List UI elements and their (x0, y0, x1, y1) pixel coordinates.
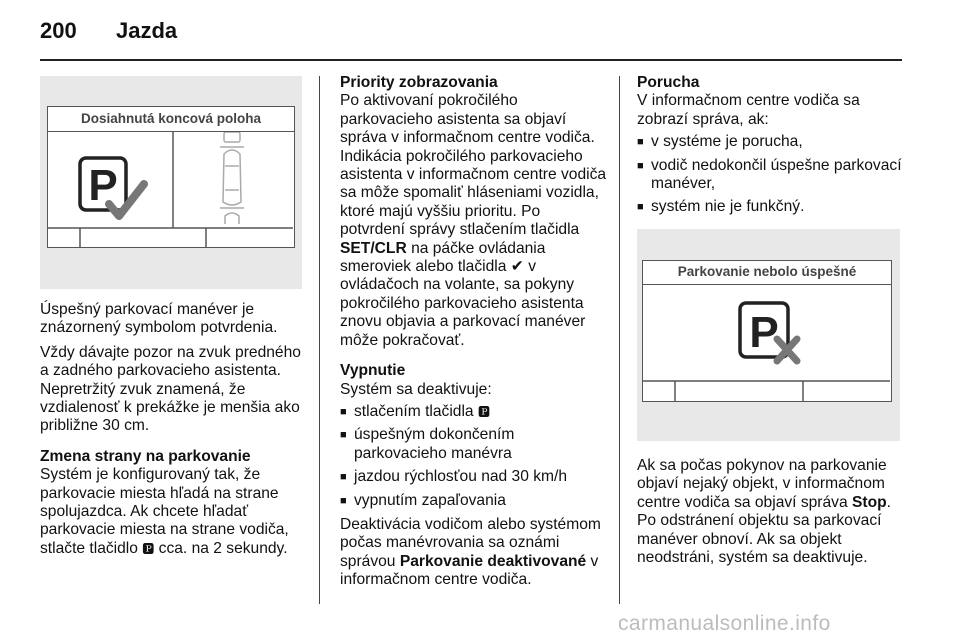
list-item: ■ vodič nedokončil úspešne parkovací manéver, (637, 157, 905, 194)
column-3-bottom (637, 457, 905, 567)
watermark: carmanualsonline.info (618, 612, 831, 635)
display-panel (642, 260, 892, 402)
page-number: 200 (40, 18, 77, 43)
column-1 (40, 301, 308, 558)
parking-check-icon (80, 158, 144, 216)
column-2 (340, 74, 608, 590)
bullet-list (340, 403, 608, 510)
section-heading: Priority zobrazovania (340, 74, 498, 91)
paragraph: Po aktivovaní pokročilého parkovacieho asistenta sa objaví správa v informačnom centre vodiča. Indikácia pokročilého parkovacieho asistenta v informačnom centre vodiča sa môže spomaliť hláseniami vozidla, ktoré majú vyššiu prioritu. Po potvrdení správy stlačením tlačidla SET/CLR na páčke ovládania smeroviek alebo tlačidla ✔ v ovládačoch na volante, sa pokyny pokročilého parkovacieho asistenta znovu objavia a parkovací manéver môže pokračovať. (340, 92, 607, 349)
display-graphics (643, 285, 890, 401)
display-panel (47, 106, 295, 248)
svg-text:P: P (88, 161, 118, 210)
display-graphics (48, 132, 293, 247)
car-topview-icon (220, 132, 244, 224)
paragraph: Úspešný parkovací manéver je znázornený symbolom potvrdenia. (40, 301, 278, 337)
paragraph: Vždy dávajte pozor na zvuk predného a zadného parkovacieho asistenta. Nepretržitý zvuk znamená, že vzdialenosť k prekážke je menšia ako približne 30 cm. (40, 343, 301, 435)
list-item: ■ jazdou rýchlosťou nad 30 km/h (340, 468, 608, 486)
figure-parking-failed (637, 229, 900, 441)
section-title: Jazda (116, 18, 178, 43)
parking-button-icon: 🅿 (477, 404, 490, 419)
paragraph: Systém je konfigurovaný tak, že parkovacie miesta hľadá na strane spolujazdca. Ak chcete hľadať parkovacie miesta na strane vodiča, stlačte tlačidlo 🅿 cca. na 2 sekundy. (40, 466, 289, 557)
display-title: Dosiahnutá koncová poloha (48, 107, 294, 132)
svg-text:P: P (749, 308, 779, 357)
section-heading: Vypnutie (340, 362, 406, 380)
paragraph: Systém sa deaktivuje: (340, 380, 492, 398)
section-heading: Zmena strany na parkovanie (40, 447, 251, 465)
list-item: ■ úspešným dokončením parkovacieho manévra (340, 426, 608, 463)
parking-cross-icon (740, 303, 797, 361)
page-header (40, 18, 177, 44)
list-item: ■ vypnutím zapaľovania (340, 492, 608, 510)
section-heading: Porucha (637, 74, 700, 91)
column-divider-1 (319, 76, 320, 604)
paragraph: V informačnom centre vodiča sa zobrazí správa, ak: (637, 92, 860, 128)
parking-button-icon: 🅿 (142, 541, 155, 556)
paragraph: Deaktivácia vodičom alebo systémom počas manévrovania sa oznámi správou Parkovanie deaktivované v informačnom centre vodiča. (340, 515, 601, 589)
display-title: Parkovanie nebolo úspešné (643, 261, 891, 285)
check-icon: ✔ (510, 258, 524, 276)
list-item: ■ stlačením tlačidla 🅿 (340, 403, 608, 421)
list-item: ■ systém nie je funkčný. (637, 198, 905, 216)
figure-end-position (40, 76, 302, 289)
paragraph: Ak sa počas pokynov na parkovanie objaví nejaký objekt, v informačnom centre vodiča sa objaví správa Stop. Po odstránení objektu sa parkovací manéver obnoví. Ak sa objekt neodstráni, systém sa deaktivuje. (637, 457, 891, 567)
header-rule (40, 59, 902, 61)
column-3 (637, 74, 905, 217)
bullet-list (637, 133, 905, 217)
list-item: ■ v systéme je porucha, (637, 133, 905, 151)
column-divider-2 (619, 76, 620, 604)
